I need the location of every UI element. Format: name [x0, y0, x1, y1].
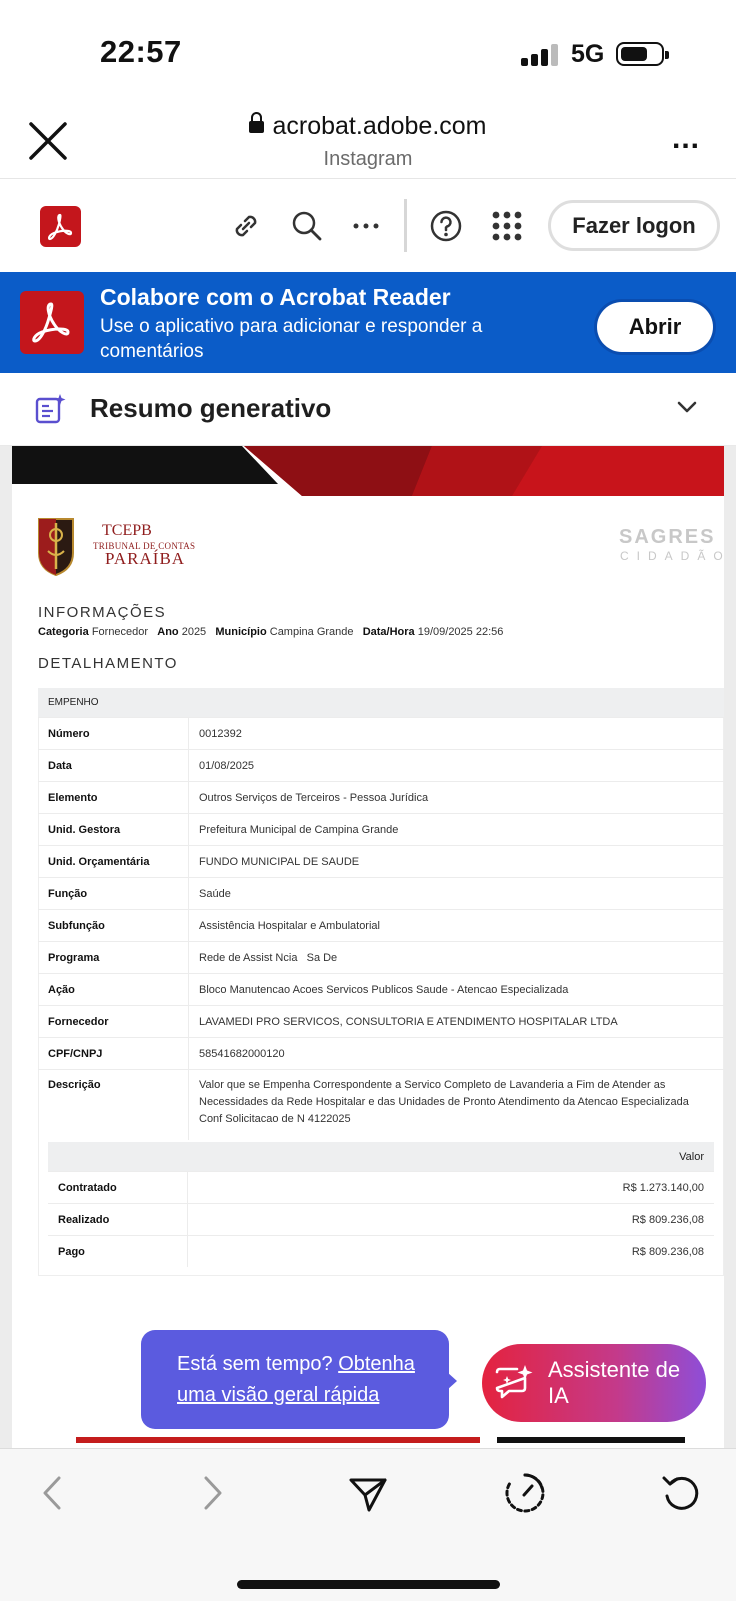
info-label: Categoria — [38, 626, 89, 638]
row-key: Unid. Orçamentária — [38, 846, 189, 878]
table-row — [38, 1038, 724, 1070]
value-key: Realizado — [48, 1204, 188, 1236]
acrobat-icon — [40, 206, 81, 247]
help-icon[interactable] — [428, 208, 464, 244]
table-row — [38, 942, 724, 974]
row-value: Valor que se Empenha Correspondente a Servico Completo de Lavanderia a Fim de Atender as Necessidades da Rede Hospitalar e das Unidades de Pronto Atendimento da Atencao Especializada Conf Solicitacao de N 4122025 — [189, 1070, 725, 1141]
table-row — [38, 878, 724, 910]
table-row — [38, 1006, 724, 1038]
source-app: Instagram — [323, 148, 413, 170]
search-icon[interactable] — [289, 208, 325, 244]
detail-section-title: DETALHAMENTO — [38, 655, 178, 672]
network-type: 5G — [571, 40, 605, 68]
info-value: Fornecedor — [91, 626, 149, 638]
ai-summary-icon — [34, 393, 66, 425]
battery-icon — [616, 42, 664, 66]
value-amount: R$ 809.236,08 — [188, 1204, 715, 1236]
empenho-header: EMPENHO — [38, 688, 724, 718]
tcepb-crest-logo — [37, 517, 75, 577]
chevron-down-icon[interactable] — [676, 399, 698, 415]
table-row — [48, 1172, 714, 1204]
banner-title: Colabore com o Acrobat Reader — [100, 284, 451, 310]
row-value: LAVAMEDI PRO SERVICOS, CONSULTORIA E ATENDIMENTO HOSPITALAR LTDA — [189, 1006, 725, 1038]
acrobat-icon — [20, 291, 84, 354]
banner-subtitle: Use o aplicativo para adicionar e responder a comentários — [100, 316, 483, 362]
tooltip-text: Está sem tempo? — [177, 1353, 339, 1375]
info-line — [38, 626, 503, 638]
footer-stripe — [497, 1437, 685, 1443]
apps-grid-icon[interactable] — [489, 208, 525, 244]
table-row — [38, 1070, 724, 1141]
acrobat-logo[interactable] — [40, 206, 81, 247]
tcepb-subtitle: TRIBUNAL DE CONTAS — [93, 541, 196, 551]
info-value: 19/09/2025 22:56 — [417, 626, 504, 638]
values-table — [48, 1142, 714, 1267]
row-key: Subfunção — [38, 910, 189, 942]
table-row — [38, 846, 724, 878]
more-options-button[interactable]: ... — [672, 122, 701, 155]
speed-gauge-icon[interactable] — [505, 1472, 545, 1514]
login-button[interactable]: Fazer logon — [548, 200, 720, 251]
generative-summary-label: Resumo generativo — [90, 393, 332, 423]
more-tools-icon[interactable] — [348, 208, 384, 244]
table-row — [48, 1204, 714, 1236]
row-value: Bloco Manutencao Acoes Servicos Publicos Saude - Atencao Especializada — [189, 974, 725, 1006]
back-icon[interactable] — [33, 1472, 73, 1514]
lock-icon — [249, 121, 264, 133]
ai-chat-sparkle-icon — [493, 1364, 535, 1402]
ai-assistant-label: Assistente de IA — [548, 1357, 681, 1408]
info-label: Data/Hora — [362, 626, 415, 638]
signal-icon — [521, 44, 561, 66]
row-key: Unid. Gestora — [38, 814, 189, 846]
values-header: Valor — [48, 1142, 714, 1172]
tcepb-name: TCEPB — [102, 522, 152, 539]
link-icon[interactable] — [228, 208, 264, 244]
row-value: Rede de Assist Ncia Sa De — [189, 942, 725, 974]
info-label: Município — [215, 626, 267, 638]
row-key: Data — [38, 750, 189, 782]
footer-stripe — [76, 1437, 480, 1443]
row-value: Outros Serviços de Terceiros - Pessoa Jurídica — [189, 782, 725, 814]
home-indicator[interactable] — [237, 1580, 500, 1589]
open-app-button[interactable]: Abrir — [597, 302, 713, 352]
value-key: Pago — [48, 1236, 188, 1268]
info-value: 2025 — [181, 626, 207, 638]
row-value: Assistência Hospitalar e Ambulatorial — [189, 910, 725, 942]
table-row — [38, 910, 724, 942]
row-key: Programa — [38, 942, 189, 974]
tcepb-state: PARAÍBA — [105, 549, 186, 568]
row-key: Fornecedor — [38, 1006, 189, 1038]
row-value: 01/08/2025 — [189, 750, 725, 782]
forward-icon[interactable] — [192, 1472, 232, 1514]
share-send-icon[interactable] — [348, 1472, 388, 1514]
sagres-subtitle: CIDADÃO — [620, 549, 731, 563]
row-key: Elemento — [38, 782, 189, 814]
row-key: CPF/CNPJ — [38, 1038, 189, 1070]
row-value: Prefeitura Municipal de Campina Grande — [189, 814, 725, 846]
value-amount: R$ 809.236,08 — [188, 1236, 715, 1268]
toolbar-divider — [404, 199, 407, 252]
url-bar[interactable] — [0, 112, 736, 141]
row-value: 0012392 — [189, 718, 725, 750]
table-row — [38, 750, 724, 782]
row-key: Número — [38, 718, 189, 750]
empenho-table — [38, 688, 724, 1140]
info-section-title: INFORMAÇÕES — [38, 604, 167, 621]
info-label: Ano — [157, 626, 179, 638]
tooltip-link[interactable]: Obtenha uma visão geral rápida — [177, 1353, 415, 1406]
table-row — [48, 1236, 714, 1268]
row-key: Função — [38, 878, 189, 910]
value-key: Contratado — [48, 1172, 188, 1204]
value-amount: R$ 1.273.140,00 — [188, 1172, 715, 1204]
row-key: Descrição — [38, 1070, 189, 1141]
tooltip-arrow — [447, 1372, 457, 1390]
table-row — [38, 718, 724, 750]
row-value: Saúde — [189, 878, 725, 910]
table-row — [38, 974, 724, 1006]
row-value: 58541682000120 — [189, 1038, 725, 1070]
ai-tooltip[interactable] — [141, 1330, 449, 1429]
status-time: 22:57 — [100, 34, 182, 69]
table-row — [38, 782, 724, 814]
url-text: acrobat.adobe.com — [272, 112, 487, 140]
divider — [0, 178, 736, 179]
header-stripe — [12, 446, 724, 498]
bottom-navigation-bar — [0, 1448, 736, 1601]
table-row — [38, 814, 724, 846]
acrobat-reader-logo — [20, 291, 84, 354]
sagres-logo: SAGRES — [619, 526, 716, 548]
info-value: Campina Grande — [269, 626, 354, 638]
row-key: Ação — [38, 974, 189, 1006]
reload-icon[interactable] — [661, 1472, 701, 1514]
row-value: FUNDO MUNICIPAL DE SAUDE — [189, 846, 725, 878]
